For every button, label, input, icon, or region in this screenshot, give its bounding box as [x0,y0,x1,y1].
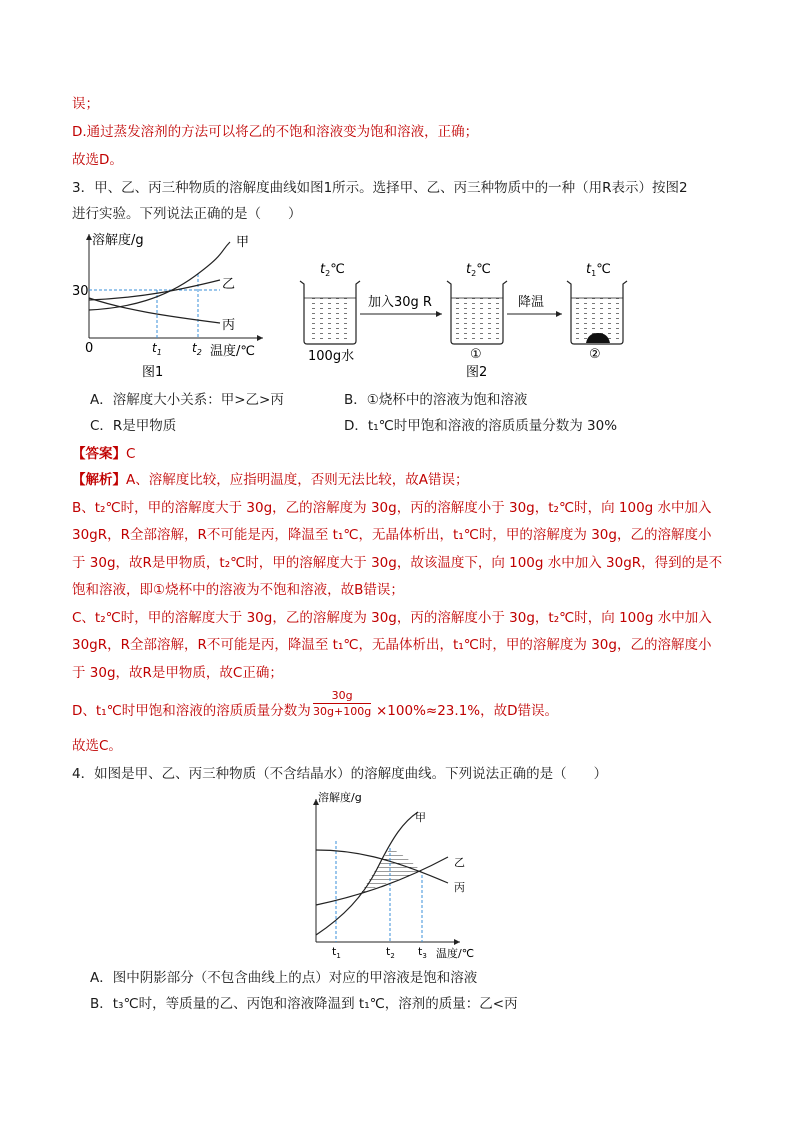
label-bing: 丙 [222,318,236,333]
x-axis-label: 温度/℃ [210,344,255,359]
x-tick-t1: $t_1$ [152,341,162,357]
option-c[interactable]: C．R是甲物质 [90,418,177,434]
text-line: 故选D。 [72,152,123,168]
y-axis-label: 溶解度/g [92,233,144,248]
curve-jia [89,242,230,310]
analysis-line: C、t₂℃时，甲的溶解度大于 30g，乙的溶解度为 30g，丙的溶解度小于 30g，t₂℃时，向 100g 水中加入 [72,610,712,626]
answer-line: 【答案】C [72,446,136,462]
beaker-2-temp: $t_2℃$ [466,262,491,278]
beaker-1-mark: ① [470,347,482,362]
option-b[interactable]: B．t₃℃时，等质量的乙、丙饱和溶液降温到 t₁℃，溶剂的质量：乙<丙 [90,996,518,1012]
beaker-2 [447,281,507,344]
analysis-line: 于 30g，故R是甲物质，t₂℃时，甲的溶解度大于 30g，故该温度下，向 100g 水中加入 30gR，得到的是不 [72,555,723,571]
figure-q4-solubility-chart [308,787,488,961]
curve-bing [89,298,220,323]
fraction: $\frac{30g}{30g+100g}$ [313,689,372,718]
x-tick-t2: $t_2$ [386,945,395,960]
x-tick-t3: $t_3$ [418,945,427,960]
question-3-stem: 3．甲、乙、丙三种物质的溶解度曲线如图1所示。选择甲、乙、丙三种物质中的一种（用R表示）按图2 [72,180,688,196]
label-bing: 丙 [454,881,465,894]
analysis-line: 【解析】A、溶解度比较，应指明温度，否则无法比较，故A错误； [72,472,469,488]
label-jia: 甲 [415,811,426,824]
analysis-line: B、t₂℃时，甲的溶解度大于 30g，乙的溶解度为 30g，丙的溶解度小于 30g，t₂℃时，向 100g 水中加入 [72,500,712,516]
option-d[interactable]: D．t₁℃时甲饱和溶液的溶质质量分数为 30% [344,418,618,434]
water-label: 100g水 [308,349,355,364]
shaded-region [361,848,422,893]
text-line: D.通过蒸发溶剂的方法可以将乙的不饱和溶液变为饱和溶液，正确； [72,124,479,140]
origin-label: 0 [85,341,94,356]
figure-2-experiment [296,256,636,383]
question-4-stem: 4．如图是甲、乙、丙三种物质（不含结晶水）的溶解度曲线。下列说法正确的是（ ） [72,766,608,782]
beaker-2-mark: ② [589,347,601,362]
question-3-stem: 进行实验。下列说法正确的是（ ） [72,206,302,222]
analysis-line: 于 30g，故R是甲物质，故C正确； [72,665,283,681]
y-axis-label: 溶解度/g [318,791,362,804]
arrow-cool-label: 降温 [518,295,545,310]
option-a[interactable]: A．溶解度大小关系：甲>乙>丙 [90,392,284,408]
option-b[interactable]: B．①烧杯中的溶液为饱和溶液 [344,392,528,408]
figure-2-caption: 图2 [466,365,488,380]
beaker-3-temp: $t_1℃$ [586,262,611,278]
beaker-1 [300,281,360,344]
figure-1-solubility-chart [70,228,270,383]
arrow-add-label: 加入30g R [368,295,432,310]
analysis-line: 饱和溶液，即①烧杯中的溶液为不饱和溶液，故B错误； [72,582,404,598]
analysis-line: 30gR，R全部溶解，R不可能是丙，降温至 t₁℃，无晶体析出，t₁℃时，甲的溶解度为 30g，乙的溶解度小 [72,527,712,543]
label-yi: 乙 [454,856,465,869]
text-line: 误； [72,96,99,112]
conclusion-line: 故选C。 [72,738,122,754]
label-yi: 乙 [222,277,236,292]
analysis-line-d: D、t₁℃时甲饱和溶液的溶质质量分数为 [72,703,311,719]
x-tick-t1: $t_1$ [332,945,341,960]
x-tick-t2: $t_2$ [192,341,202,357]
beaker-3 [567,281,627,344]
beaker-1-temp: $t_2℃$ [320,262,345,278]
x-axis-label: 温度/℃ [436,947,475,960]
y-tick-30: 30 [72,284,89,299]
analysis-line: 30gR，R全部溶解，R不可能是丙，降温至 t₁℃，无晶体析出，t₁℃时，甲的溶解度为 30g，乙的溶解度小 [72,637,712,653]
analysis-line-d-tail: ×100%≈23.1%，故D错误。 [376,703,558,719]
option-a[interactable]: A．图中阴影部分（不包含曲线上的点）对应的甲溶液是饱和溶液 [90,970,478,986]
figure-1-caption: 图1 [142,365,164,380]
label-jia: 甲 [236,235,250,250]
